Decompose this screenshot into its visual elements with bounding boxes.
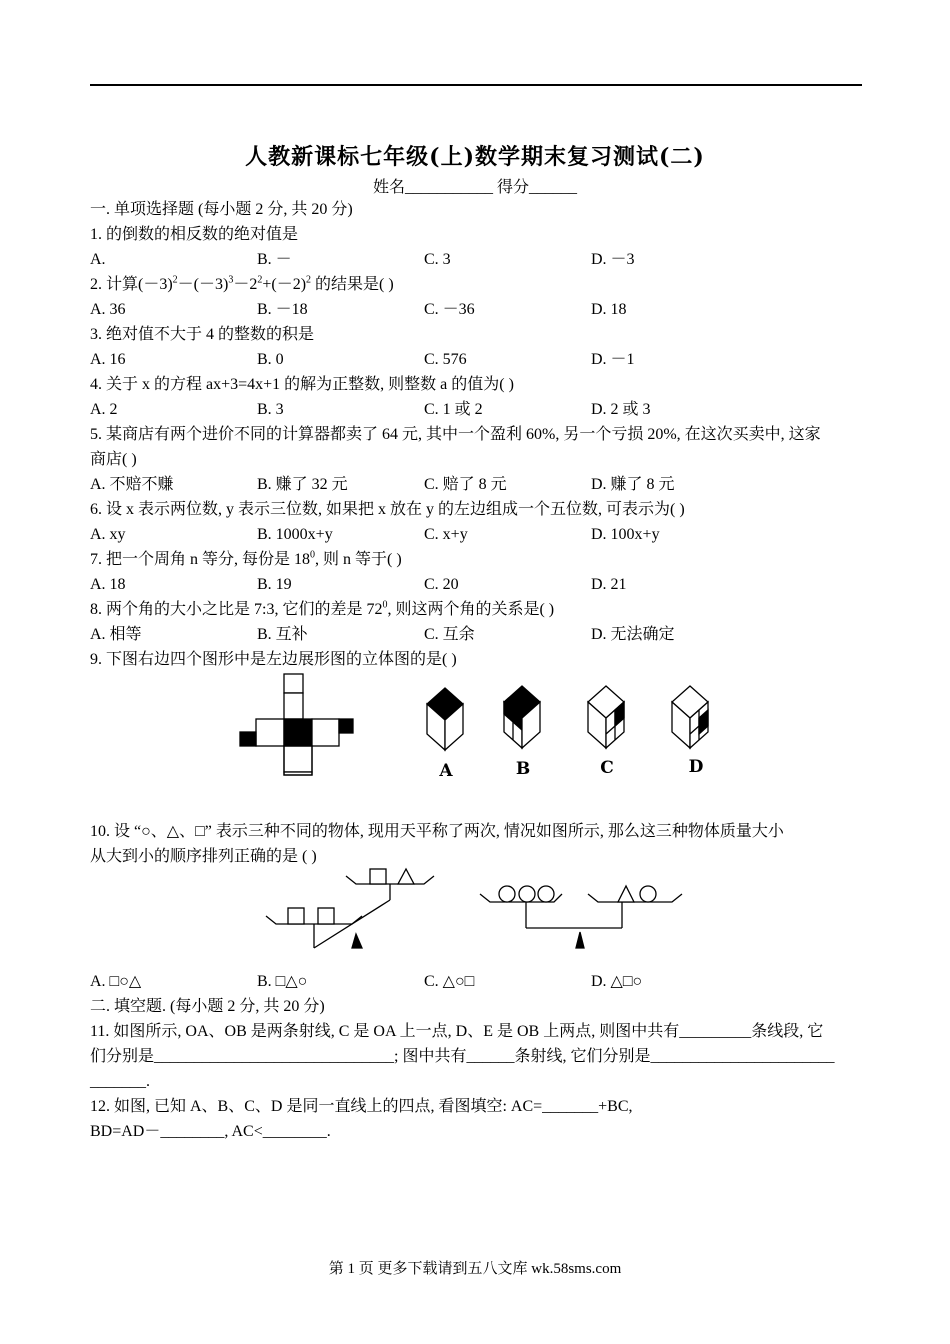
- option-d: D. 无法确定: [591, 626, 675, 643]
- name-score-line: 姓名___________ 得分______: [372, 179, 577, 196]
- option-b: B. －18: [257, 301, 308, 318]
- option-a: A. xy: [90, 526, 126, 543]
- question-6-options: [90, 525, 862, 545]
- option-a: A. 16: [90, 351, 126, 368]
- option-a: A.: [90, 251, 106, 268]
- option-a: A. 18: [90, 576, 126, 593]
- option-c: C. －36: [424, 301, 475, 318]
- cube-label-d: D: [688, 757, 704, 777]
- option-a: A. 2: [90, 401, 118, 418]
- option-d: D. △□○: [591, 973, 643, 990]
- question-3: 3. 绝对值不大于 4 的整数的积是: [90, 326, 315, 343]
- option-a: A. 36: [90, 301, 126, 318]
- question-10-line-2: 从大到小的顺序排列正确的是 ( ): [90, 848, 317, 865]
- question-7: 7. 把一个周角 n 等分, 每份是 $18^0$, 则 n 等于( ): [90, 549, 402, 568]
- question-3-options: [90, 350, 862, 370]
- question-11-line-2: 们分别是______________________________; 图中共有______条射线, 它们分别是_______________________: [90, 1048, 835, 1065]
- question-10-options: [90, 972, 862, 992]
- option-b: B. 1000x+y: [257, 526, 333, 543]
- page-footer: 第 1 页 更多下载请到五八文库 wk.58sms.com: [328, 1261, 622, 1277]
- option-c: C. 576: [424, 351, 467, 368]
- question-5-line-2: 商店( ): [90, 451, 137, 468]
- cube-label-b: B: [515, 759, 531, 779]
- question-2: 2. 计算$(-3)^2-(-3)^3-2^2+(-2)^2$ 的结果是( ): [90, 274, 394, 293]
- scale-2: [480, 886, 682, 948]
- cube-net: [240, 674, 353, 775]
- page-title: 人教新课标七年级(上)数学期末复习测试(二): [245, 144, 705, 170]
- option-a: A. 相等: [90, 626, 142, 643]
- cube-d: [672, 686, 708, 748]
- question-1: 1. 的倒数的相反数的绝对值是: [90, 226, 299, 243]
- question-4: 4. 关于 x 的方程 ax+3=4x+1 的解为正整数, 则整数 a 的值为( ): [90, 376, 514, 393]
- question-4-options: [90, 400, 862, 420]
- scale-1: [266, 869, 434, 948]
- question-1-options: [90, 250, 862, 270]
- question-8: 8. 两个角的大小之比是 7:3, 它们的差是 $72^0$, 则这两个角的关系是( ): [90, 599, 555, 618]
- option-d: D. 100x+y: [591, 526, 660, 543]
- option-d: D. －3: [591, 251, 635, 268]
- option-b: B. 19: [257, 576, 292, 593]
- option-c: C. 互余: [424, 626, 475, 643]
- question-6: 6. 设 x 表示两位数, y 表示三位数, 如果把 x 放在 y 的左边组成一个五位数, 可表示为( ): [90, 501, 685, 518]
- option-d: D. 18: [591, 301, 627, 318]
- option-c: C. x+y: [424, 526, 468, 543]
- question-9: 9. 下图右边四个图形中是左边展形图的立体图的是( ): [90, 651, 457, 668]
- option-c: C. 赔了 8 元: [424, 476, 507, 493]
- cube-net-figure: [230, 668, 730, 788]
- section-2-heading: 二. 填空题. (每小题 2 分, 共 20 分): [90, 998, 325, 1015]
- cube-b: [504, 686, 540, 748]
- cube-label-a: A: [439, 761, 453, 781]
- cube-label-c: C: [600, 758, 614, 778]
- question-11-line-3: _______.: [90, 1073, 150, 1090]
- option-b: B. 赚了 32 元: [257, 476, 348, 493]
- question-11-line-1: 11. 如图所示, OA、OB 是两条射线, C 是 OA 上一点, D、E 是 OB 上两点, 则图中共有_________条线段, 它: [90, 1023, 824, 1040]
- option-a: A. 不赔不赚: [90, 476, 174, 493]
- option-b: B. －: [257, 251, 292, 268]
- option-c: C. △○□: [424, 973, 475, 990]
- option-b: B. □△○: [257, 973, 308, 990]
- option-b: B. 0: [257, 351, 284, 368]
- question-10-line-1: 10. 设 “○、△、□” 表示三种不同的物体, 现用天平称了两次, 情况如图所示, 那么这三种物体质量大小: [90, 823, 784, 840]
- balance-scales-figure: [262, 866, 692, 958]
- question-2-options: [90, 300, 862, 320]
- question-12-line-1: 12. 如图, 已知 A、B、C、D 是同一直线上的四点, 看图填空: AC=_______+BC,: [90, 1098, 633, 1115]
- question-7-options: [90, 575, 862, 595]
- option-d: D. 2 或 3: [591, 401, 651, 418]
- question-8-options: [90, 625, 862, 645]
- section-1-heading: 一. 单项选择题 (每小题 2 分, 共 20 分): [90, 201, 353, 218]
- question-5-line-1: 5. 某商店有两个进价不同的计算器都卖了 64 元, 其中一个盈利 60%, 另一个亏损 20%, 在这次买卖中, 这家: [90, 426, 821, 443]
- option-c: C. 20: [424, 576, 459, 593]
- question-5-options: [90, 475, 862, 495]
- option-b: B. 互补: [257, 626, 308, 643]
- option-d: D. 赚了 8 元: [591, 476, 675, 493]
- option-a: A. □○△: [90, 973, 142, 990]
- cube-a: [427, 688, 463, 750]
- option-d: D. －1: [591, 351, 635, 368]
- option-c: C. 3: [424, 251, 451, 268]
- top-rule: [90, 84, 862, 86]
- option-d: D. 21: [591, 576, 627, 593]
- option-b: B. 3: [257, 401, 284, 418]
- question-12-line-2: BD=AD－________, AC<________.: [90, 1123, 331, 1140]
- cube-c: [588, 686, 624, 748]
- option-c: C. 1 或 2: [424, 401, 483, 418]
